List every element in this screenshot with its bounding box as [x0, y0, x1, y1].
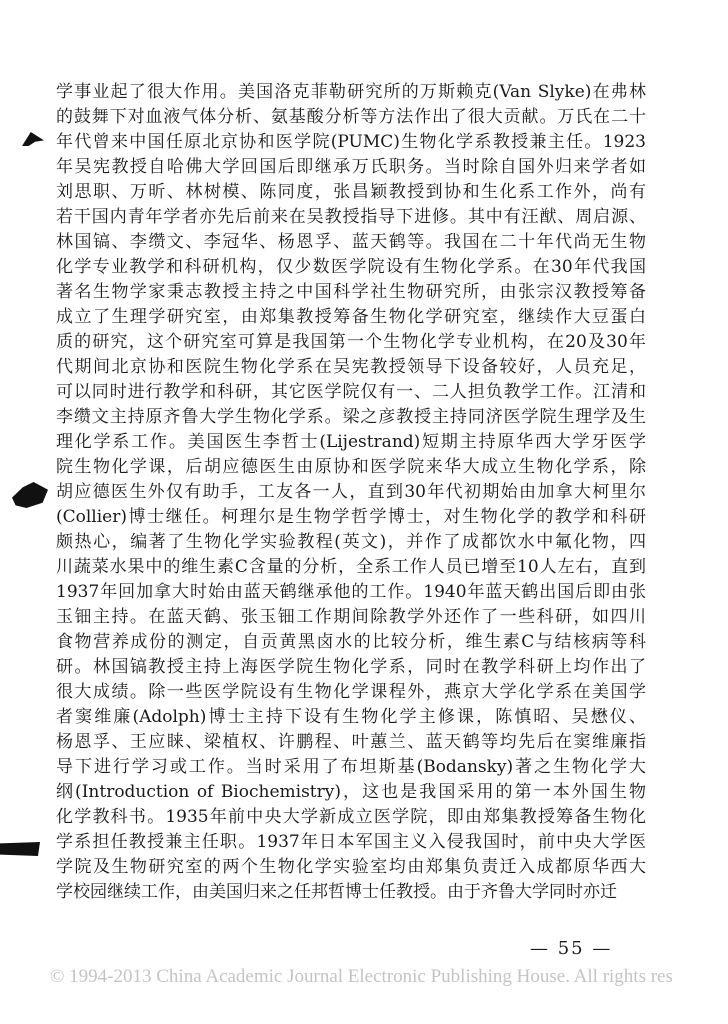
text-line: 颇热心，编著了生物化学实验教程(英文)，并作了成都饮水中氟化物，四 [56, 532, 646, 552]
text-line: 成立了生理学研究室，由郑集教授筹备生物化学研究室，继续作大豆蛋白 [56, 307, 646, 327]
text-line: 化学专业教学和科研机构，仅少数医学院设有生物化学系。在30年代我国 [56, 257, 646, 277]
text-line: 年代曾来中国任原北京协和医学院(PUMC)生物化学系教授兼主任。1923 [56, 132, 646, 152]
body-text [56, 80, 646, 905]
text-line: 者窦维廉(Adolph)博士主持下设有生物化学主修课，陈慎昭、吴懋仪、 [56, 707, 646, 727]
text-line: 学系担任教授兼主任职。1937年日本军国主义入侵我国时，前中央大学医 [56, 832, 646, 852]
text-line: 玉钿主持。在蓝天鹤、张玉钿工作期间除教学外还作了一些科研，如四川 [56, 607, 646, 627]
text-line: 可以同时进行教学和科研，其它医学院仅有一、二人担负教学工作。江清和 [56, 382, 646, 402]
text-line: 导下进行学习或工作。当时采用了布坦斯基(Bodansky)著之生物化学大 [56, 757, 646, 777]
copyright-footer: © 1994-2013 China Academic Journal Electronic Publishing House. All rights res [50, 966, 673, 987]
text-line: 李缵文主持原齐鲁大学生物化学系。梁之彦教授主持同济医学院生理学及生 [56, 407, 646, 427]
text-line: 著名生物学家秉志教授主持之中国科学社生物研究所，由张宗汉教授筹备 [56, 282, 646, 302]
text-line: 学校园继续工作，由美国归来之任邦哲博士任教授。由于齐鲁大学同时亦迁 [56, 882, 617, 902]
text-line: 杨恩孚、王应睐、梁植权、许鹏程、叶蕙兰、蓝天鹤等均先后在窦维廉指 [56, 732, 646, 752]
text-line: 1937年回加拿大时始由蓝天鹤继承他的工作。1940年蓝天鹤出国后即由张 [56, 582, 646, 602]
text-line: 学事业起了很大作用。美国洛克菲勒研究所的万斯赖克(Van Slyke)在弗林 [56, 82, 646, 102]
ink-blot-mark [0, 842, 40, 856]
text-line: 的鼓舞下对血液气体分析、氨基酸分析等方法作出了很大贡献。万氏在二十 [56, 107, 646, 127]
text-line: 很大成绩。除一些医学院设有生物化学课程外，燕京大学化学系在美国学 [56, 682, 646, 702]
text-line: 年吴宪教授自哈佛大学回国后即继承万氏职务。当时除自国外归来学者如 [56, 157, 646, 177]
ink-blot-mark [22, 132, 44, 146]
text-line: (Collier)博士继任。柯理尔是生物学哲学博士，对生物化学的教学和科研 [56, 507, 646, 527]
text-line: 川蔬菜水果中的维生素C含量的分析，全系工作人员已增至10人左右，直到 [56, 557, 646, 577]
text-line: 理化学系工作。美国医生李哲士(Lijestrand)短期主持原华西大学牙医学 [56, 432, 646, 452]
text-line: 食物营养成份的测定，自贡黄黑卤水的比较分析，维生素C与结核病等科 [56, 632, 646, 652]
text-line: 院生物化学课，后胡应德医生由原协和医学院来华大成立生物化学系，除 [56, 457, 646, 477]
text-line: 若干国内青年学者亦先后前来在吴教授指导下进修。其中有汪猷、周启源、 [56, 207, 646, 227]
text-line: 林国镐、李缵文、李冠华、杨恩孚、蓝天鹤等。我国在二十年代尚无生物 [56, 232, 646, 252]
text-line: 纲(Introduction of Biochemistry)，这也是我国采用的第一本外国生物 [56, 782, 646, 802]
text-line: 胡应德医生外仅有助手，工友各一人，直到30年代初期始由加拿大柯里尔 [56, 482, 646, 502]
text-line: 刘思职、万昕、林树模、陈同度，张昌颖教授到协和生化系工作外，尚有 [56, 182, 646, 202]
page-number: — 55 — [530, 938, 613, 959]
text-line: 研。林国镐教授主持上海医学院生物化学系，同时在教学科研上均作出了 [56, 657, 646, 677]
text-line: 代期间北京协和医院生物化学系在吴宪教授领导下设备较好，人员充足， [56, 357, 646, 377]
text-line: 学院及生物研究室的两个生物化学实验室均由郑集负责迁入成都原华西大 [56, 857, 646, 877]
text-line: 化学教科书。1935年前中央大学新成立医学院，即由郑集教授筹备生物化 [56, 807, 646, 827]
text-line: 质的研究，这个研究室可算是我国第一个生物化学专业机构，在20及30年 [56, 332, 646, 352]
ink-blot-mark [12, 482, 48, 508]
